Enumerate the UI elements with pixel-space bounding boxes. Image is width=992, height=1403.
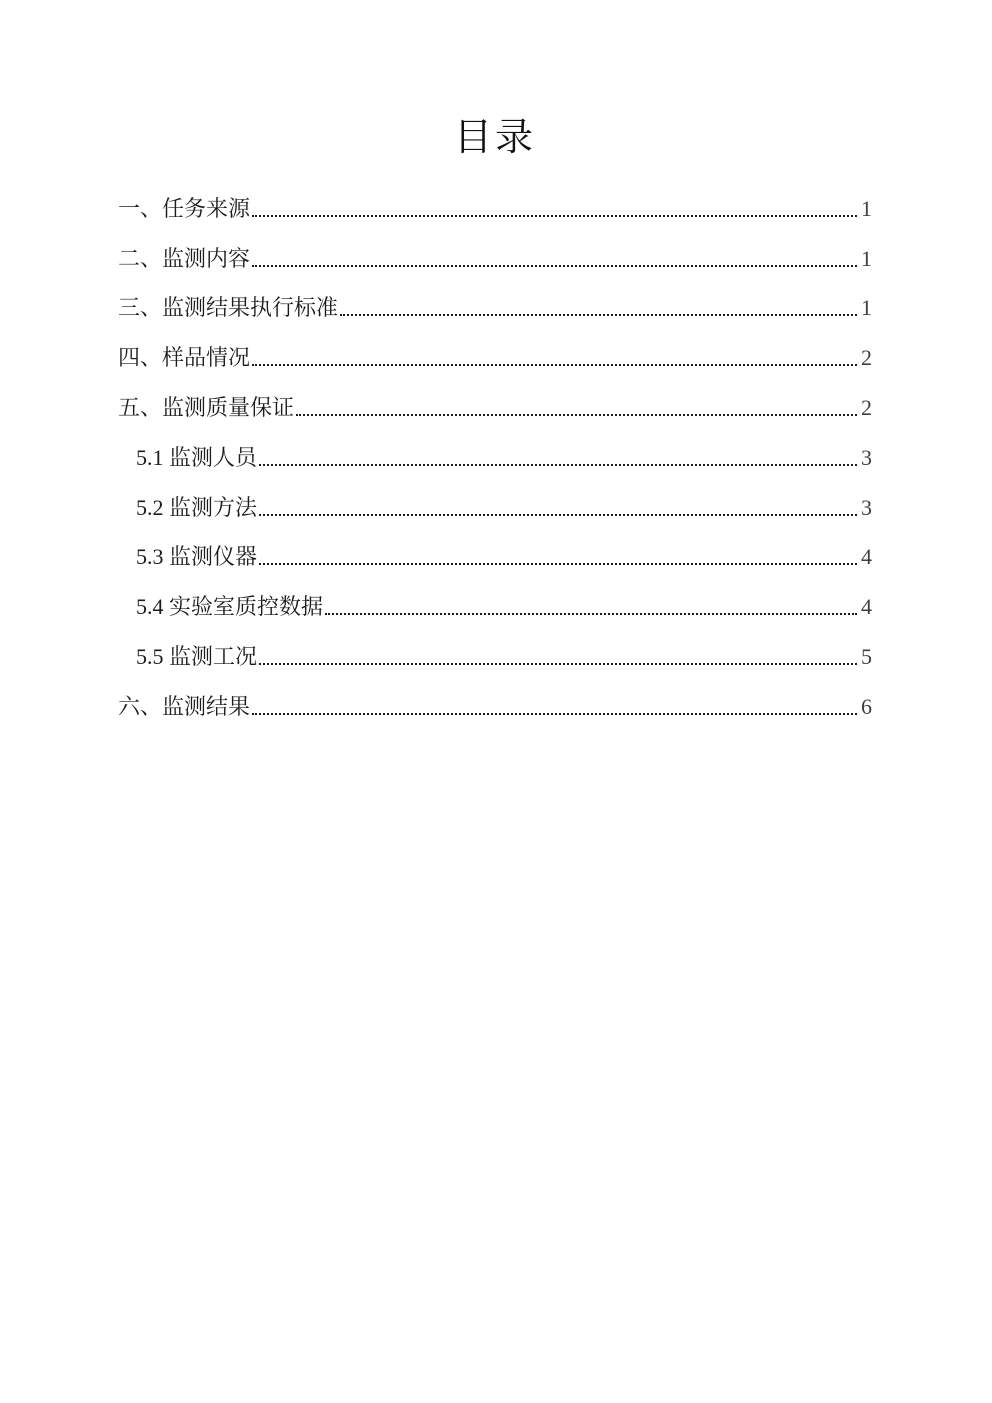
toc-entry-label: 四、样品情况 — [118, 345, 251, 371]
toc-entry-label: 六、监测结果 — [118, 693, 251, 719]
toc-entry-label: 五、监测质量保证 — [118, 394, 295, 420]
toc-entry[interactable] — [118, 281, 872, 331]
toc-entry[interactable] — [118, 629, 872, 679]
toc-entry[interactable] — [118, 231, 872, 281]
toc-entry-label: 5.3 监测仪器 — [136, 544, 258, 570]
toc-entry[interactable] — [118, 330, 872, 380]
toc-entry-page: 1 — [861, 245, 872, 271]
toc-entry[interactable] — [118, 380, 872, 430]
toc-entry-page: 2 — [861, 394, 872, 420]
toc-entry-label: 二、监测内容 — [118, 245, 251, 271]
dotted-leader — [252, 215, 857, 217]
toc-entry-page: 3 — [861, 444, 872, 470]
dotted-leader — [259, 514, 857, 516]
dotted-leader — [296, 414, 857, 416]
toc-entry-page: 4 — [861, 544, 872, 570]
dotted-leader — [259, 563, 857, 565]
toc-entry[interactable] — [118, 530, 872, 580]
toc-entry[interactable] — [118, 679, 872, 729]
toc-entry-page: 6 — [861, 693, 872, 719]
toc-entry-page: 1 — [861, 295, 872, 321]
toc-entry[interactable] — [118, 181, 872, 231]
toc-entry-label: 5.4 实验室质控数据 — [136, 594, 324, 620]
toc-entry[interactable] — [118, 579, 872, 629]
toc-entry-page: 3 — [861, 494, 872, 520]
toc-entry[interactable] — [118, 480, 872, 530]
toc-list — [118, 181, 872, 729]
dotted-leader — [340, 314, 857, 316]
toc-entry-page: 5 — [861, 643, 872, 669]
dotted-leader — [252, 265, 857, 267]
dotted-leader — [252, 364, 857, 366]
toc-entry-label: 三、监测结果执行标准 — [118, 295, 339, 321]
toc-entry-label: 一、任务来源 — [118, 195, 251, 221]
toc-entry-page: 2 — [861, 345, 872, 371]
toc-entry-page: 1 — [861, 195, 872, 221]
toc-entry[interactable] — [118, 430, 872, 480]
dotted-leader — [325, 613, 857, 615]
dotted-leader — [259, 464, 857, 466]
dotted-leader — [252, 713, 857, 715]
toc-entry-page: 4 — [861, 594, 872, 620]
toc-entry-label: 5.5 监测工况 — [136, 643, 258, 669]
dotted-leader — [259, 663, 857, 665]
toc-entry-label: 5.2 监测方法 — [136, 494, 258, 520]
toc-entry-label: 5.1 监测人员 — [136, 444, 258, 470]
toc-title: 目录 — [453, 117, 536, 159]
